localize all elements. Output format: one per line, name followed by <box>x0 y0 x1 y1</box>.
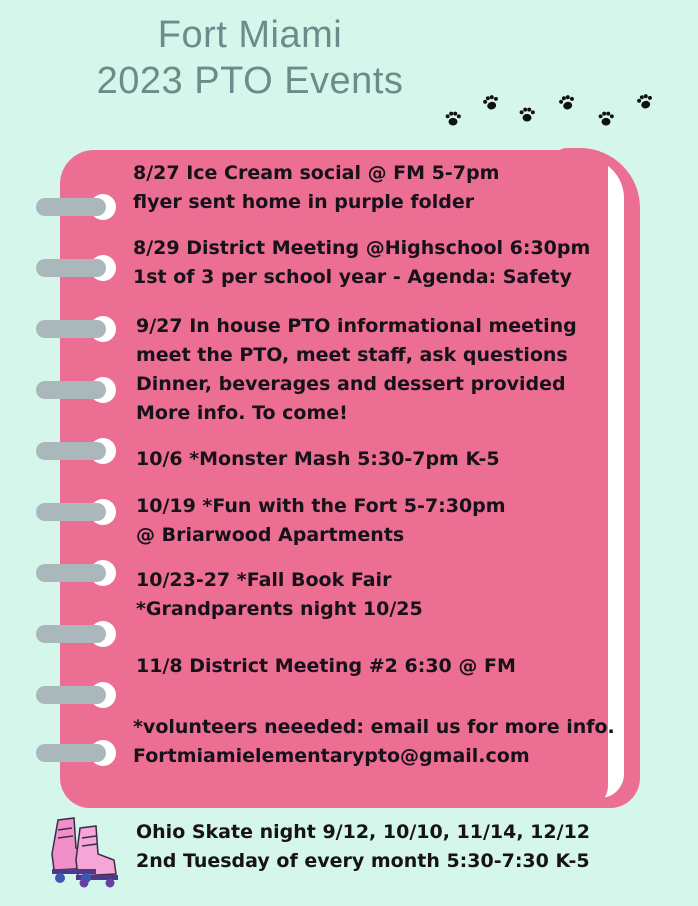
event-ice-cream-social <box>133 159 499 217</box>
event-line: 8/29 District Meeting @Highschool 6:30pm <box>133 237 591 259</box>
title-line-2: 2023 PTO Events <box>96 60 404 102</box>
spiral-ring <box>36 194 116 220</box>
event-district-meeting <box>133 234 590 292</box>
spiral-ring <box>36 740 116 766</box>
event-district-meeting-2 <box>136 652 516 681</box>
paw-print-icon <box>480 92 502 114</box>
event-line: 10/23-27 *Fall Book Fair <box>136 569 392 591</box>
event-line: 10/6 *Monster Mash 5:30-7pm K-5 <box>136 448 500 470</box>
spiral-ring <box>36 377 116 403</box>
page-title <box>40 12 460 104</box>
contact-email: Fortmiamielementarypto@gmail.com <box>133 745 530 767</box>
event-line: meet the PTO, meet staff, ask questions <box>136 344 568 366</box>
event-line: 9/27 In house PTO informational meeting <box>136 315 577 337</box>
spiral-ring <box>36 255 116 281</box>
title-line-1: Fort Miami <box>157 14 343 56</box>
spiral-ring <box>36 438 116 464</box>
event-fun-with-the-fort <box>136 492 506 550</box>
paw-print-icon <box>597 110 615 128</box>
paw-print-icon <box>634 91 656 113</box>
event-line: 1st of 3 per school year - Agenda: Safety <box>133 266 572 288</box>
event-line: 8/27 Ice Cream social @ FM 5-7pm <box>133 162 500 184</box>
event-line: @ Briarwood Apartments <box>136 524 405 546</box>
event-pto-informational-meeting <box>136 312 577 428</box>
spiral-ring <box>36 560 116 586</box>
event-line: 10/19 *Fun with the Fort 5-7:30pm <box>136 495 506 517</box>
event-line: *Grandparents night 10/25 <box>136 598 423 620</box>
paw-print-icon <box>556 92 578 114</box>
spiral-ring <box>36 621 116 647</box>
event-fall-book-fair <box>136 566 423 624</box>
volunteer-notice <box>133 713 615 771</box>
spiral-ring <box>36 316 116 342</box>
skate-night-dates: Ohio Skate night 9/12, 10/10, 11/14, 12/12 <box>136 821 591 843</box>
event-line: Dinner, beverages and dessert provided <box>136 373 566 395</box>
skate-night-info <box>136 818 590 876</box>
paw-print-icon <box>444 110 462 128</box>
event-monster-mash <box>136 445 500 474</box>
event-line: flyer sent home in purple folder <box>133 191 475 213</box>
roller-skates-icon <box>44 814 120 888</box>
event-line: 11/8 District Meeting #2 6:30 @ FM <box>136 655 516 677</box>
skate-night-schedule: 2nd Tuesday of every month 5:30-7:30 K-5 <box>136 850 590 872</box>
event-line: More info. To come! <box>136 402 348 424</box>
paw-print-icon <box>518 106 536 124</box>
spiral-ring <box>36 499 116 525</box>
spiral-ring <box>36 682 116 708</box>
event-line: *volunteers neeeded: email us for more info. <box>133 716 615 738</box>
